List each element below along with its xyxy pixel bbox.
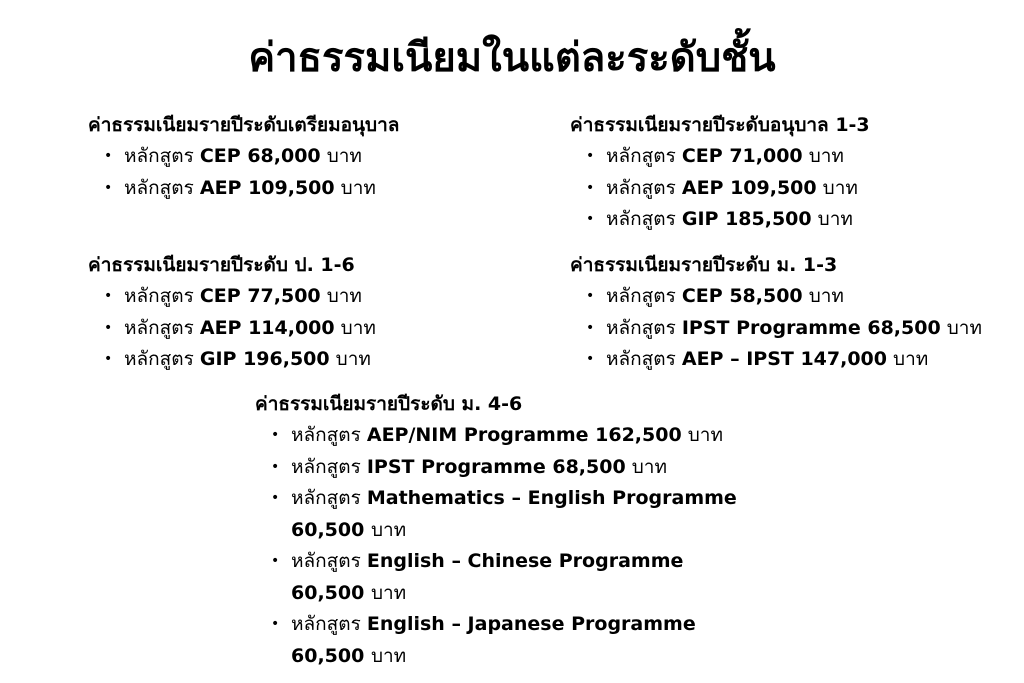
page-title: ค่าธรรมเนียมในแต่ละระดับชั้น: [248, 35, 776, 81]
item-unit: บาท: [817, 208, 853, 230]
bullet-icon: •: [271, 427, 280, 443]
item-unit: บาท: [370, 518, 407, 541]
item-amount-line: [291, 515, 737, 547]
item-prefix: หลักสูตร: [606, 145, 676, 167]
bullet-icon: •: [586, 288, 595, 304]
item-program: AEP – IPST 147,000: [681, 348, 887, 370]
item-unit: บาท: [822, 176, 858, 199]
bullet-icon: •: [104, 351, 113, 367]
section-title: ค่าธรรมเนียมรายปีระดับเตรียมอนุบาล: [88, 114, 400, 136]
list-item: [255, 420, 737, 452]
list-item: [88, 344, 376, 376]
list-item: [255, 609, 737, 672]
item-prefix: หลักสูตร: [606, 316, 676, 339]
list-item: [88, 173, 399, 205]
bullet-icon: •: [586, 148, 595, 164]
item-unit: บาท: [370, 644, 407, 667]
item-program: CEP 77,500: [199, 285, 321, 307]
item-program: CEP 68,000: [199, 145, 321, 167]
item-prefix: หลักสูตร: [606, 208, 676, 230]
list-item: [570, 173, 870, 205]
list-item: [255, 546, 737, 609]
item-amount-line: [291, 641, 737, 673]
list-item: [88, 313, 376, 345]
list-item: [570, 141, 870, 173]
section-title: ค่าธรรมเนียมรายปีระดับ ม. 1-3: [570, 254, 838, 276]
list-item: [570, 344, 982, 376]
item-amount: 60,500: [291, 581, 365, 604]
item-prefix: หลักสูตร: [124, 285, 194, 307]
item-program: IPST Programme 68,500: [366, 455, 626, 478]
item-prefix: หลักสูตร: [606, 285, 676, 307]
fee-list: [570, 281, 982, 376]
bullet-icon: •: [586, 351, 595, 367]
bullet-icon: •: [271, 458, 280, 475]
list-item: [255, 483, 737, 546]
fee-list: [570, 141, 870, 236]
item-unit: บาท: [687, 424, 723, 446]
item-prefix: หลักสูตร: [124, 176, 194, 199]
list-item: [255, 452, 737, 484]
section-upper-secondary: [255, 389, 737, 672]
item-prefix: หลักสูตร: [606, 176, 676, 199]
item-program: CEP 71,000: [681, 145, 803, 167]
item-prefix: หลักสูตร: [124, 348, 194, 370]
section-title: ค่าธรรมเนียมรายปีระดับอนุบาล 1-3: [570, 114, 870, 136]
bullet-icon: •: [104, 288, 113, 304]
bullet-icon: •: [586, 319, 595, 336]
list-item: [570, 204, 870, 236]
list-item: [88, 281, 376, 313]
item-prefix: หลักสูตร: [606, 348, 676, 370]
bullet-icon: •: [271, 490, 280, 506]
item-amount: 60,500: [291, 518, 365, 541]
item-prefix: หลักสูตร: [124, 316, 194, 339]
item-prefix: หลักสูตร: [291, 487, 361, 509]
item-amount: 60,500: [291, 644, 365, 667]
bullet-icon: •: [271, 616, 280, 632]
bullet-icon: •: [104, 179, 113, 196]
bullet-icon: •: [104, 148, 113, 164]
fee-list: [88, 281, 376, 376]
item-unit: บาท: [893, 348, 929, 370]
item-unit: บาท: [808, 145, 844, 167]
item-unit: บาท: [631, 455, 667, 478]
item-unit: บาท: [340, 176, 376, 199]
item-program: GIP 196,500: [199, 348, 330, 370]
item-program: English – Chinese Programme: [366, 550, 684, 572]
section-lower-secondary: [570, 250, 982, 376]
item-program: AEP 109,500: [681, 176, 817, 199]
item-prefix: หลักสูตร: [291, 550, 361, 572]
bullet-icon: •: [271, 553, 280, 569]
fee-list: [255, 420, 737, 672]
section-title: ค่าธรรมเนียมรายปีระดับ ม. 4-6: [255, 393, 523, 415]
fee-list: [88, 141, 399, 204]
item-prefix: หลักสูตร: [291, 613, 361, 635]
bullet-icon: •: [586, 179, 595, 196]
item-unit: บาท: [370, 581, 407, 604]
item-unit: บาท: [335, 348, 371, 370]
item-program: Mathematics – English Programme: [366, 487, 737, 509]
item-unit: บาท: [326, 145, 362, 167]
section-primary: [88, 250, 376, 376]
list-item: [88, 141, 399, 173]
section-kindergarten: [570, 110, 870, 236]
item-amount-line: [291, 578, 737, 610]
item-unit: บาท: [946, 316, 982, 339]
item-program: CEP 58,500: [681, 285, 803, 307]
list-item: [570, 281, 982, 313]
item-program: AEP 109,500: [199, 176, 335, 199]
item-unit: บาท: [808, 285, 844, 307]
item-program: AEP 114,000: [199, 316, 335, 339]
item-program: English – Japanese Programme: [366, 613, 696, 635]
item-prefix: หลักสูตร: [124, 145, 194, 167]
section-pre-kindergarten: [88, 110, 399, 204]
item-program: GIP 185,500: [681, 208, 812, 230]
item-prefix: หลักสูตร: [291, 455, 361, 478]
list-item: [570, 313, 982, 345]
bullet-icon: •: [104, 319, 113, 336]
item-program: IPST Programme 68,500: [681, 316, 941, 339]
bullet-icon: •: [586, 211, 595, 227]
section-title: ค่าธรรมเนียมรายปีระดับ ป. 1-6: [88, 254, 355, 276]
item-program: AEP/NIM Programme 162,500: [366, 424, 682, 446]
item-unit: บาท: [340, 316, 376, 339]
item-prefix: หลักสูตร: [291, 424, 361, 446]
item-unit: บาท: [326, 285, 362, 307]
